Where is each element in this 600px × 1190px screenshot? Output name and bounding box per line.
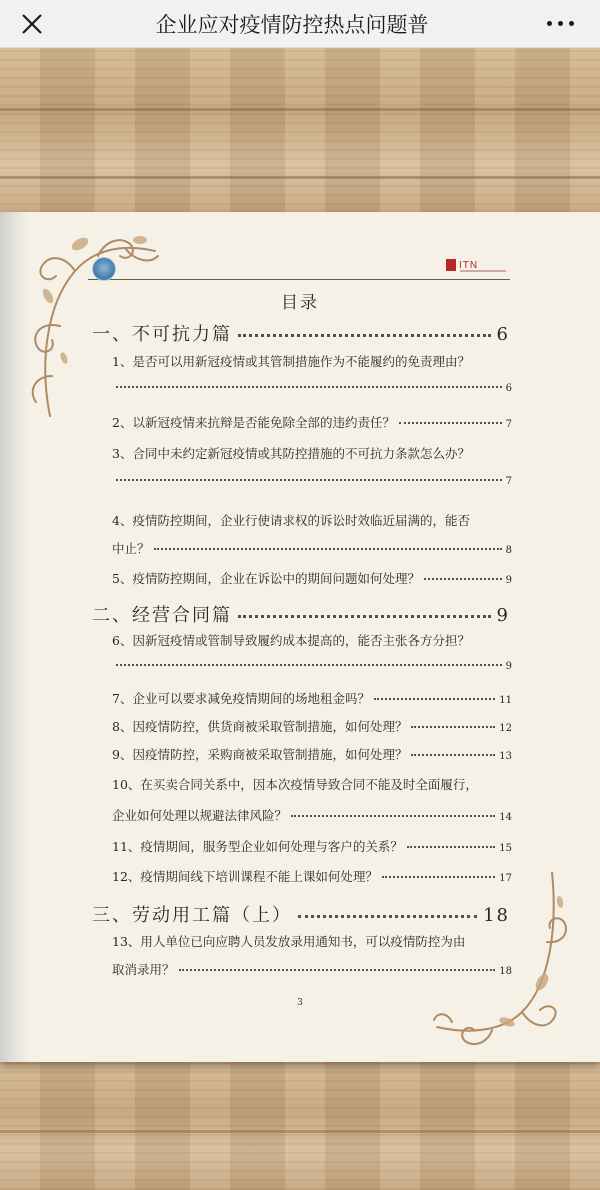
toc-item[interactable] bbox=[112, 631, 512, 655]
toc-item[interactable] bbox=[112, 511, 512, 535]
top-bar bbox=[0, 0, 600, 48]
dot-leader bbox=[424, 578, 502, 580]
document-page[interactable] bbox=[0, 212, 600, 1062]
toc-entry-text: 二、经营合同篇 bbox=[92, 605, 232, 626]
brand-logo bbox=[446, 254, 506, 276]
toc-entry-text: 一、不可抗力篇 bbox=[92, 324, 232, 345]
toc-entry-text: 中止？ bbox=[112, 541, 150, 556]
toc-entry-text: 取消录用？ bbox=[112, 962, 175, 977]
toc-continuation[interactable] bbox=[112, 476, 512, 500]
toc-page-number: 6 bbox=[505, 383, 512, 394]
toc-item[interactable] bbox=[112, 837, 512, 861]
toc-continuation[interactable] bbox=[112, 383, 512, 407]
more-dot bbox=[558, 21, 563, 26]
toc-continuation[interactable] bbox=[112, 661, 512, 685]
toc-entry-text: 企业如何处理以规避法律风险？ bbox=[112, 808, 288, 823]
toc-item[interactable] bbox=[112, 413, 512, 437]
toc-page-number: 9 bbox=[496, 605, 510, 626]
toc-item[interactable] bbox=[112, 352, 512, 376]
dot-leader bbox=[238, 334, 491, 337]
toc-page-number: 6 bbox=[496, 324, 510, 345]
toc-entry-text: 12、疫情期间线下培训课程不能上课如何处理？ bbox=[112, 869, 378, 884]
toc-item[interactable] bbox=[112, 569, 512, 593]
toc-page-number: 18 bbox=[499, 966, 512, 977]
toc-page-number: 9 bbox=[505, 661, 512, 672]
dot-leader bbox=[382, 876, 495, 878]
toc-entry-text: 9、因疫情防控，采购商被采取管制措施，如何处理？ bbox=[112, 747, 408, 762]
more-button[interactable] bbox=[520, 0, 600, 48]
toc-item[interactable] bbox=[112, 960, 512, 984]
more-dot bbox=[569, 21, 574, 26]
header-rule bbox=[88, 279, 510, 280]
toc-item[interactable] bbox=[112, 717, 512, 741]
toc-section[interactable] bbox=[92, 901, 510, 925]
dot-leader bbox=[411, 754, 495, 756]
toc-section[interactable] bbox=[92, 320, 510, 344]
page-number: 3 bbox=[297, 998, 303, 1008]
wood-seam bbox=[0, 176, 600, 179]
toc-page-number: 12 bbox=[499, 723, 512, 734]
toc-page-number: 15 bbox=[499, 843, 512, 854]
dot-leader bbox=[238, 615, 491, 618]
toc-page-number: 7 bbox=[505, 476, 512, 487]
close-button[interactable] bbox=[0, 0, 64, 48]
toc-page-number: 13 bbox=[499, 751, 512, 762]
wood-background-top bbox=[0, 48, 600, 214]
toc-page-number: 9 bbox=[505, 575, 512, 586]
toc-item[interactable] bbox=[112, 444, 512, 468]
toc-section[interactable] bbox=[92, 601, 510, 625]
toc-page-number: 7 bbox=[505, 419, 512, 430]
toc-page-number: 8 bbox=[505, 545, 512, 556]
toc-entry-text: 11、疫情期间，服务型企业如何处理与客户的关系？ bbox=[112, 839, 403, 854]
toc-entry-text: 3、合同中未约定新冠疫情或其防控措施的不可抗力条款怎么办？ bbox=[112, 446, 470, 461]
toc-entry-text: 8、因疫情防控，供货商被采取管制措施，如何处理？ bbox=[112, 719, 408, 734]
dot-leader bbox=[116, 479, 502, 481]
brand-text: ITN bbox=[459, 259, 479, 271]
dot-leader bbox=[399, 422, 502, 424]
brand-subline bbox=[460, 270, 506, 272]
toc-item[interactable] bbox=[112, 867, 512, 891]
toc-entry-text: 5、疫情防控期间，企业在诉讼中的期间问题如何处理？ bbox=[112, 571, 420, 586]
dot-leader bbox=[179, 969, 496, 971]
more-dots-icon bbox=[547, 21, 552, 26]
toc-item[interactable] bbox=[112, 806, 512, 830]
dot-leader bbox=[116, 386, 502, 388]
dot-leader bbox=[374, 698, 495, 700]
dot-leader bbox=[298, 915, 477, 918]
dot-leader bbox=[407, 846, 495, 848]
wood-seam bbox=[0, 1130, 600, 1133]
toc-entry-text: 6、因新冠疫情或管制导致履约成本提高的，能否主张各方分担？ bbox=[112, 633, 470, 648]
page-title: 企业应对疫情防控热点问题普 bbox=[155, 12, 429, 37]
toc-item[interactable] bbox=[112, 745, 512, 769]
wood-background-bottom bbox=[0, 1060, 600, 1190]
dot-leader bbox=[116, 664, 502, 666]
toc-entry-text: 10、在买卖合同关系中，因本次疫情导致合同不能及时全面履行， bbox=[112, 777, 478, 792]
toc-entry-text: 1、是否可以用新冠疫情或其管制措施作为不能履约的免责理由？ bbox=[112, 354, 470, 369]
toc-entry-text: 2、以新冠疫情来抗辩是否能免除全部的违约责任？ bbox=[112, 415, 395, 430]
toc-entry-text: 4、疫情防控期间，企业行使请求权的诉讼时效临近届满的，能否 bbox=[112, 513, 470, 528]
toc-entry-text: 三、劳动用工篇（上） bbox=[92, 905, 292, 926]
dot-leader bbox=[154, 548, 502, 550]
dot-leader bbox=[411, 726, 495, 728]
toc-page-number: 17 bbox=[499, 873, 512, 884]
toc-entry-text: 7、企业可以要求减免疫情期间的场地租金吗？ bbox=[112, 691, 370, 706]
toc-item[interactable] bbox=[112, 775, 512, 799]
close-icon bbox=[21, 13, 43, 35]
toc-title: 目录 bbox=[281, 293, 319, 313]
toc-page-number: 11 bbox=[499, 695, 512, 706]
toc-page-number: 18 bbox=[483, 905, 510, 926]
brand-mark-icon bbox=[446, 259, 456, 271]
dot-leader bbox=[291, 815, 495, 817]
toc-entry-text: 13、用人单位已向应聘人员发放录用通知书，可以疫情防控为由 bbox=[112, 934, 466, 949]
toc-item[interactable] bbox=[112, 539, 512, 563]
emblem-icon bbox=[92, 257, 116, 281]
toc-item[interactable] bbox=[112, 689, 512, 713]
toc-item[interactable] bbox=[112, 932, 512, 956]
toc-page-number: 14 bbox=[499, 812, 512, 823]
wood-seam bbox=[0, 108, 600, 111]
